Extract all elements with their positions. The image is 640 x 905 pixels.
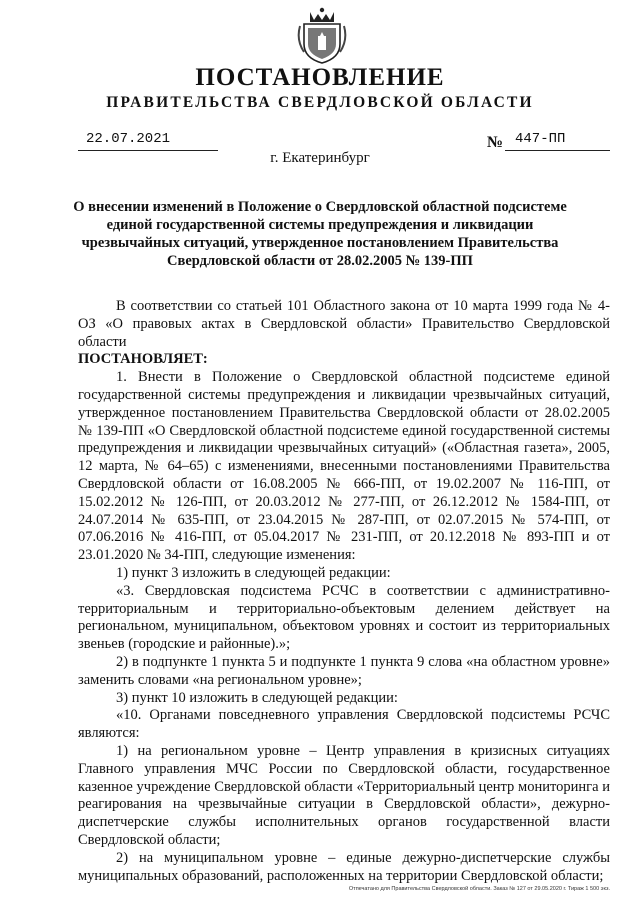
body-paragraph: 2) на муниципальном уровне – единые дежурно-диспетчерские службы муниципальных образований, расположенных на территории Свердловской области; bbox=[78, 849, 610, 884]
doc-date: 22.07.2021 bbox=[78, 131, 218, 151]
number-sign: № bbox=[487, 134, 504, 151]
body-paragraph: «10. Органами повседневного управления Свердловской подсистемы РСЧС являются: bbox=[78, 707, 610, 742]
body-paragraph: 1) пункт 3 изложить в следующей редакции: bbox=[116, 564, 391, 581]
body-paragraph: 1. Внести в Положение о Свердловской областной подсистеме единой государственной системы предупреждения и ликвидации чрезвычайных ситуаций, утвержденное постановлением Правительства Свердловской области от 28.02.2005 № 139-ПП «О Свердловской областной подсистеме единой государственной системы предупреждения и ликвидации чрезвычайных ситуаций» («Областная газета», 2005, 12 марта, № 64–65) с изменениями, внесенными постановлениями Правительства Свердловской области от 16.08.2005 № 666-ПП, от 19.02.2007 № 116-ПП, от 15.02.2012 № 126-ПП, от 20.03.2012 № 277-ПП, от 26.12.2012 № 1584-ПП, от 24.07.2014 № 635-ПП, от 23.04.2015 № 287-ПП, от 02.07.2015 № 574-ПП, от 07.06.2016 № 416-ПП, от 05.04.2017 № 231-ПП, от 20.12.2018 № 893-ПП и от 23.01.2020 № 34-ПП, следующие изменения: bbox=[78, 369, 610, 564]
doc-type-title: ПОСТАНОВЛЕНИЕ bbox=[195, 64, 445, 91]
body-paragraph: 2) в подпункте 1 пункта 5 и подпункте 1 пункта 9 слова «на областном уровне» заменить словами «на региональном уровне»; bbox=[78, 653, 610, 688]
doc-number: 447-ПП bbox=[505, 131, 610, 151]
body-paragraph: 3) пункт 10 изложить в следующей редакции: bbox=[116, 689, 398, 706]
body-paragraph: «3. Свердловская подсистема РСЧС в соответствии с административно-территориальным и территориально-объектовым делением действует на региональном, муниципальном, объектовом уровнях и состоит из территориальных звеньев (городские и районные).»; bbox=[78, 582, 610, 653]
document-body bbox=[78, 298, 610, 885]
preamble-paragraph: В соответствии со статьей 101 Областного закона от 10 марта 1999 года № 4-ОЗ «О правовых актах в Свердловской области» Правительство Свердловской области bbox=[78, 298, 610, 350]
city: г. Екатеринбург bbox=[270, 150, 370, 166]
decree-word: ПОСТАНОВЛЯЕТ: bbox=[78, 351, 208, 368]
issuer-title: ПРАВИТЕЛЬСТВА СВЕРДЛОВСКОЙ ОБЛАСТИ bbox=[106, 94, 534, 111]
print-footer: Отпечатано для Правительства Свердловской области. Заказ № 127 от 29.05.2020 г. Тираж 1 500 экз. bbox=[348, 886, 610, 892]
body-paragraph: 1) на региональном уровне – Центр управления в кризисных ситуациях Главного управления МЧС России по Свердловской области, государственное казенное учреждение Свердловской области «Территориальный центр мониторинга и реагирования на чрезвычайные ситуации в Свердловской области», дежурно-диспетчерские службы исполнительных органов государственной власти Свердловской области; bbox=[78, 742, 610, 848]
coat-of-arms-icon bbox=[296, 6, 348, 64]
document-heading: О внесении изменений в Положение о Свердловской областной подсистеме единой государственной системы предупреждения и ликвидации чрезвычайных ситуаций, утвержденное постановлением Правительства Свердловской области от 28.02.2005 № 139-ПП bbox=[73, 199, 567, 269]
